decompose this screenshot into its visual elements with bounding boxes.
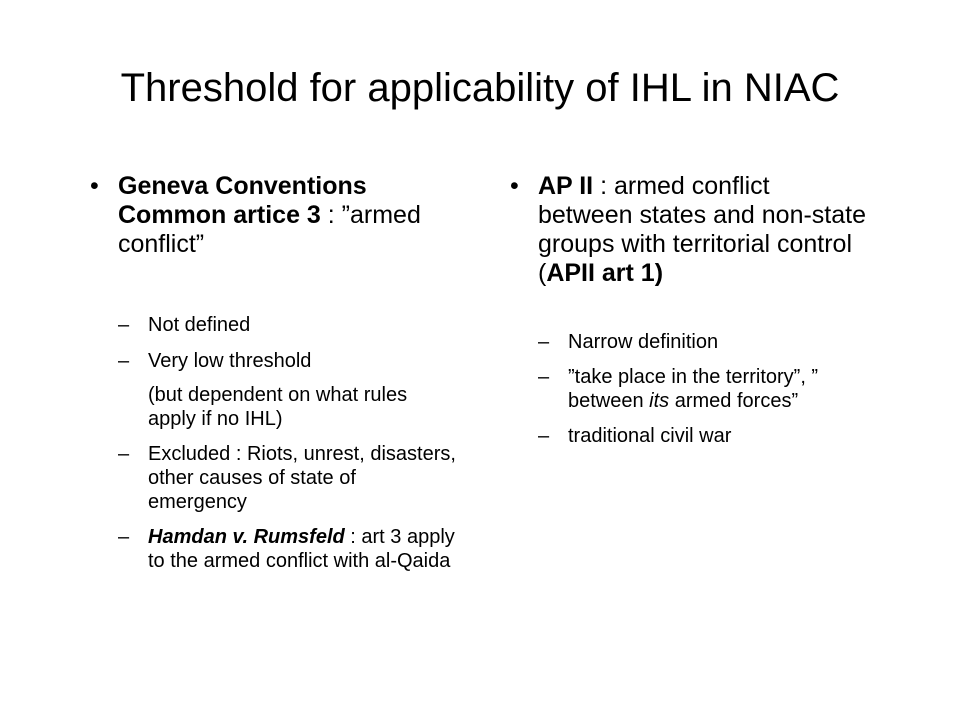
left-column [90, 172, 460, 584]
right-sub-text-b: armed forces” [669, 390, 799, 412]
left-sub-item [90, 442, 460, 514]
dash-icon: – [538, 366, 550, 388]
bullet-dot-icon: • [510, 172, 519, 200]
right-sub-text: traditional civil war [568, 425, 732, 447]
right-sub-text-a: ”take place in the territory”, ” between [568, 366, 819, 412]
right-sub-italic: its [649, 390, 670, 412]
dash-icon: – [118, 526, 130, 548]
dash-icon: – [538, 425, 550, 447]
left-sub-text: Very low threshold [148, 350, 312, 372]
right-bullet-bold: AP II [538, 172, 594, 200]
left-sub-text: Not defined [148, 314, 251, 336]
dash-icon: – [118, 314, 130, 336]
right-column [510, 172, 870, 459]
left-bullet-bold: Geneva Conventions Common artice 3 [118, 172, 367, 229]
right-sub-item [510, 424, 870, 448]
left-sub-item [90, 349, 460, 373]
left-sub-item [90, 525, 460, 573]
right-bullet-ref: APII art 1) [546, 259, 664, 287]
dash-icon: – [118, 443, 130, 465]
left-sub-item [90, 313, 460, 337]
left-bullet-text: : ”armed conflict” [118, 201, 421, 258]
right-bullet [510, 172, 870, 288]
right-sub-item [510, 330, 870, 354]
right-bullet-text: : armed conflict between states and non-state groups with territorial control ( [538, 172, 867, 287]
bullet-dot-icon: • [90, 172, 99, 200]
right-sub-text: Narrow definition [568, 331, 719, 353]
case-name: Hamdan v. Rumsfeld [148, 526, 345, 548]
dash-icon: – [538, 331, 550, 353]
dash-icon: – [118, 350, 130, 372]
left-sub-text: : art 3 apply to the armed conflict with al-Qaida [148, 526, 455, 572]
left-sub-text: Excluded : Riots, unrest, disasters, other causes of state of emergency [148, 443, 456, 513]
right-sub-item [510, 365, 870, 413]
left-sub-list [90, 313, 460, 573]
left-bullet [90, 172, 460, 259]
right-sub-list [510, 330, 870, 448]
left-sub-continuation: (but dependent on what rules apply if no IHL) [148, 384, 408, 430]
slide-title: Threshold for applicability of IHL in NIAC [120, 66, 840, 110]
